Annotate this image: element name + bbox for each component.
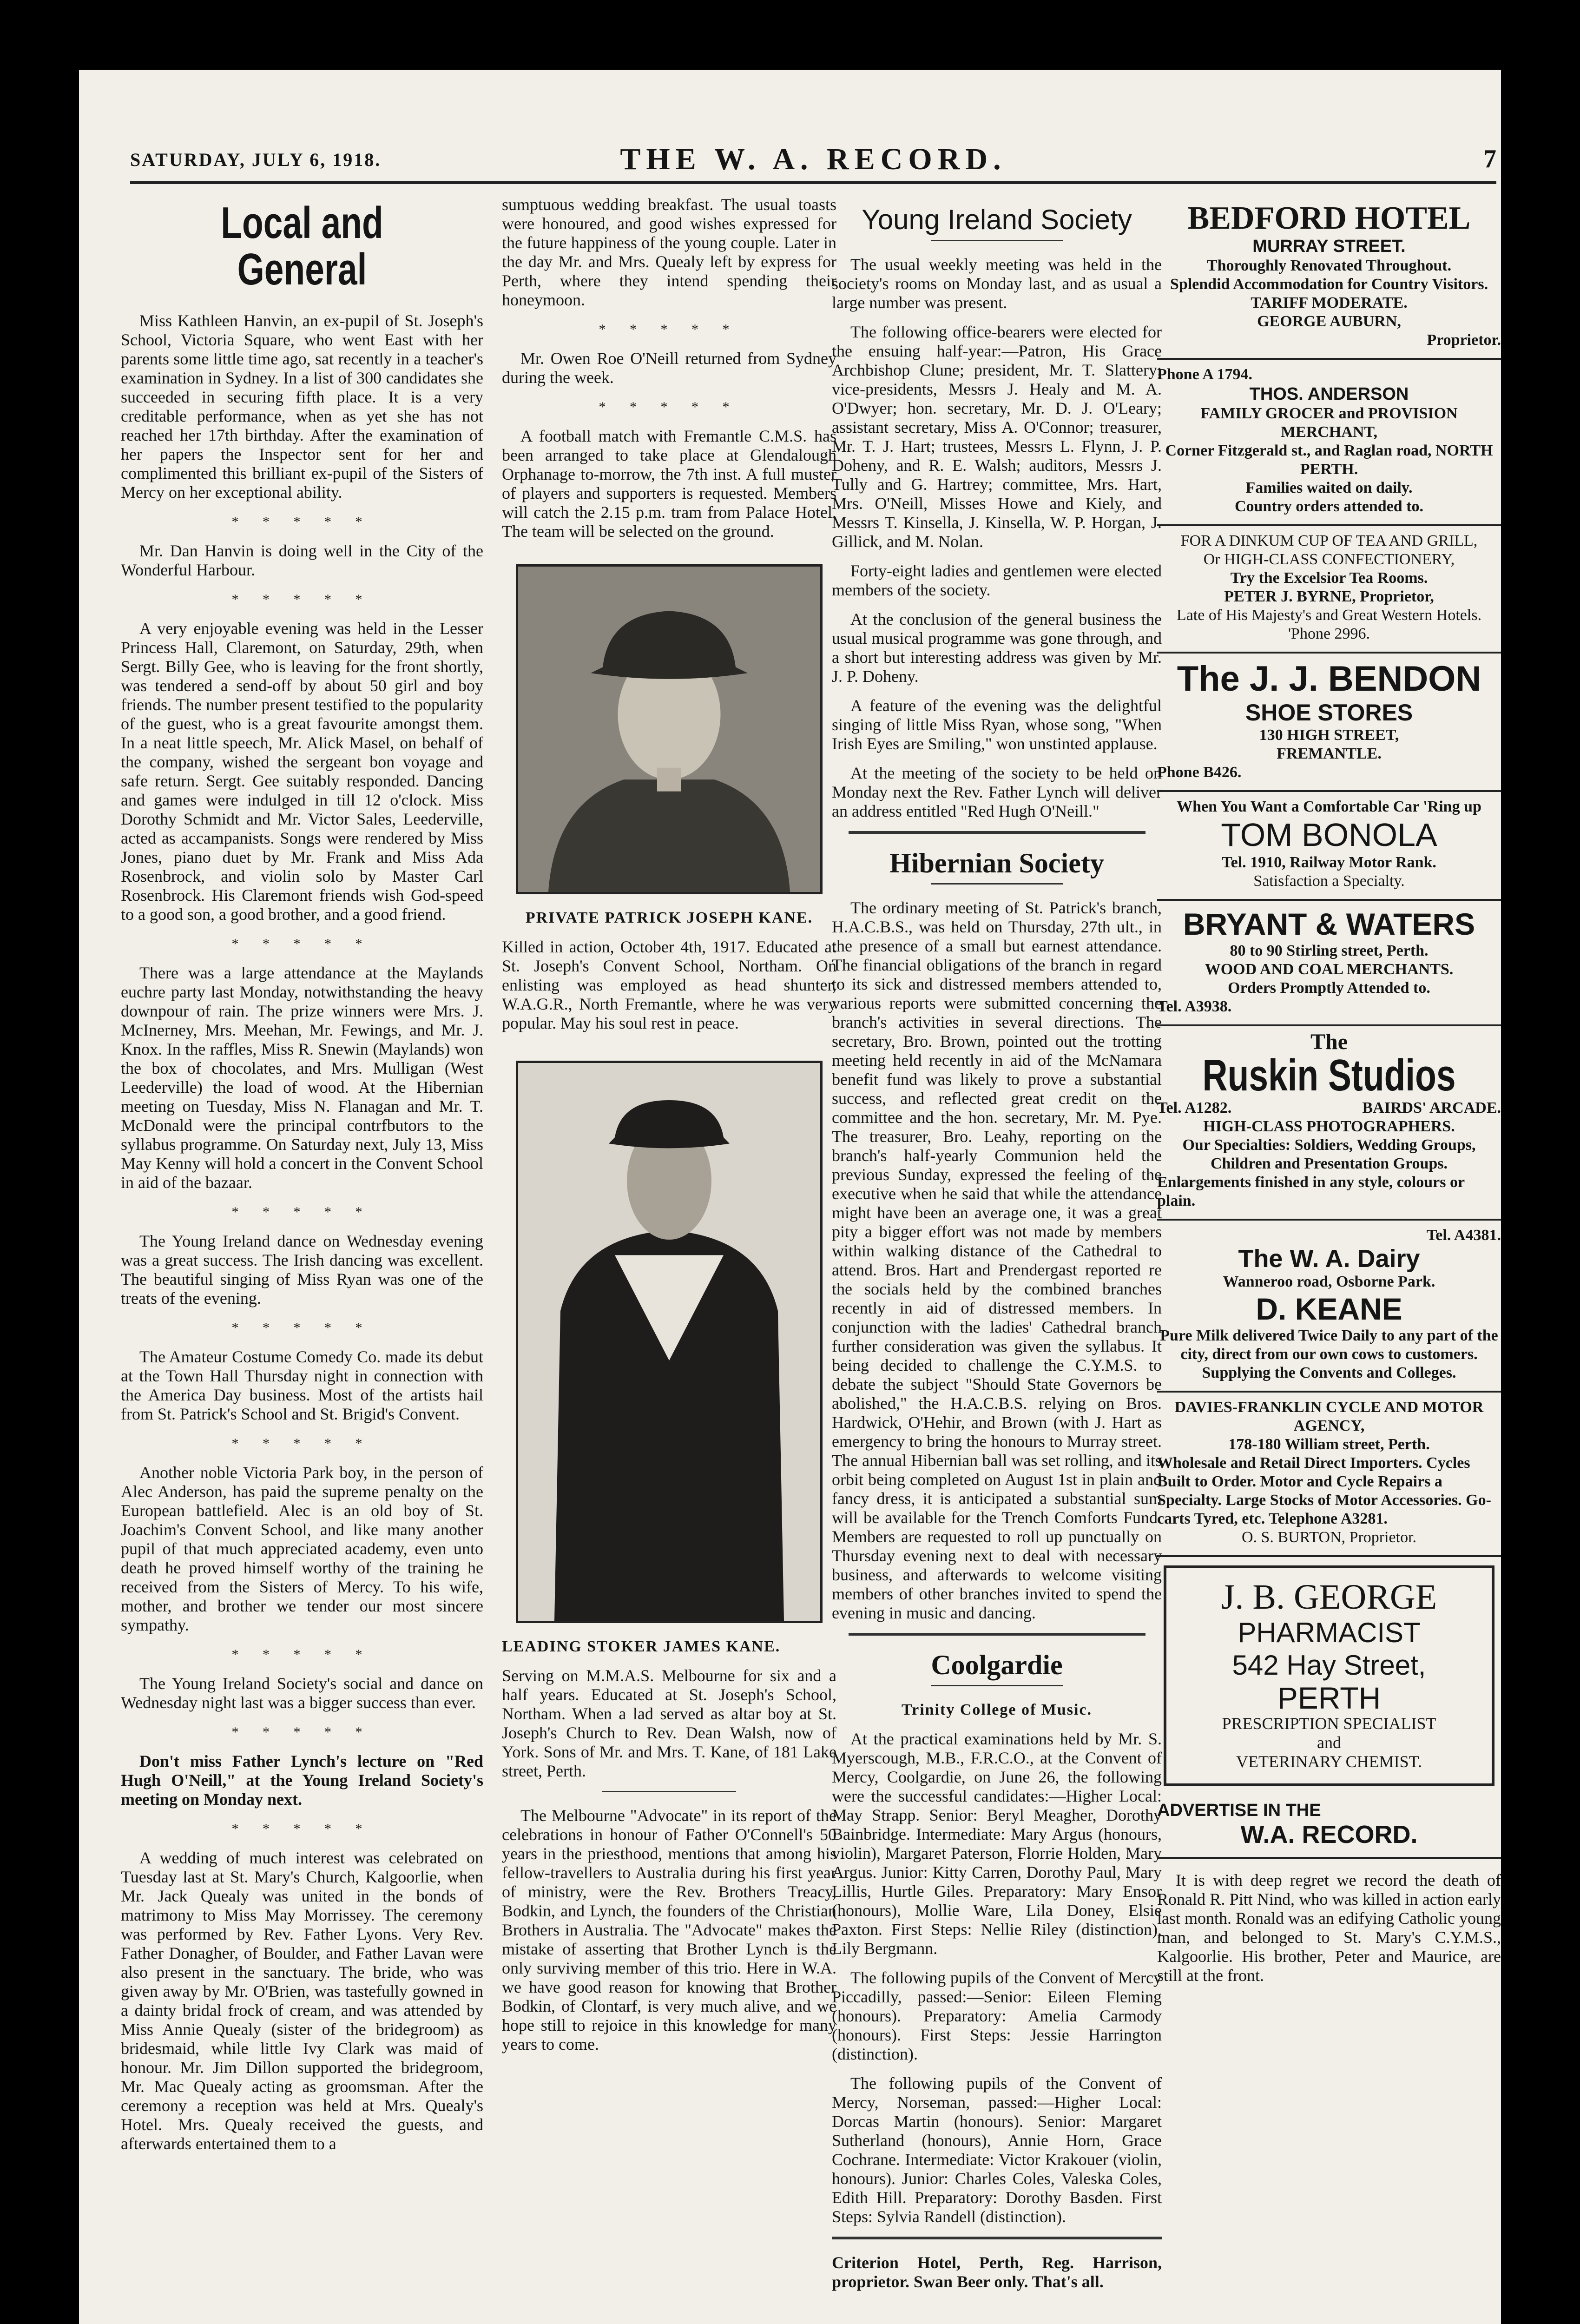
ad-line: Or HIGH-CLASS CONFECTIONERY, xyxy=(1203,551,1455,568)
article-paragraph: The ordinary meeting of St. Patrick's branch, H.A.C.B.S., was held on Thursday, 27th ult., in the presence of a small but earnest attendance. The financial obligations of the branch in regard to its sick and distressed members attended to, various reports were submitted concerning the branch's activities in several directions. The secretary, Bro. Brown, pointed out the trotting meeting held recently in aid of the McNamara benefit fund was likely to prove a substantial success, and reflected great credit on the committee and the hon. secretary, Mr. M. Pye. The treasurer, Bro. Leahy, reporting on the branch's half-yearly Communion held the previous Sunday, expressed the feeling of the executive when he said that while the attendance might have been an average one, it was a great pity a bigger effort was not made by members within walking distance of the Cathedral to attend. Bros. Hart and Prendergast reported re the socials held by the combined branches recently in aid of distressed members. In conjunction with the ladies' Cathedral branch further consideration was given the syllabus. It being decided to challenge the C.Y.M.S. to debate the subject "Should State Governors be abolished," the H.A.C.B.S. relying on Bros. Hardwick, O'Hehir, and Brown (with J. Hart as emergency to bring the honours to Murray street. The annual Hibernian ball was set rolling, and its orbit being completed on August 1st in plain and fancy dress, it is anticipated a substantial sum will be available for the Trench Comforts Fund. Members are requested to roll up punctually on Thursday evening next to deal with necessary business, and afterwards to welcome visiting members of other branches invited to spend the evening in music and dancing. xyxy=(832,898,1162,1622)
column-portraits xyxy=(502,195,836,2064)
hibernian-heading: Hibernian Society xyxy=(889,848,1104,878)
column-advertisements xyxy=(1157,195,1501,1995)
separator-stars: * * * * * xyxy=(231,1821,373,1836)
divider xyxy=(849,1633,1146,1636)
separator-stars: * * * * * xyxy=(231,1320,373,1335)
ad-line: 542 Hay Street, xyxy=(1232,1650,1426,1681)
page-number: 7 xyxy=(1483,145,1496,173)
article-paragraph: A wedding of much interest was celebrated on Tuesday last at St. Mary's Church, Kalgoorlie, when Mr. Jack Quealy was united in the bonds of matrimony to Miss May Morrissey. The ceremony was performed by Rev. Father Lyons. Very Rev. Father Donagher, of Boulder, and Father Lavan were also present in the sanctuary. The bride, who was given away by Mr. O'Brien, was tastefully gowned in a dainty bridal frock of cream, and was attended by Miss Annie Quealy (sister of the bridegroom) as bridesmaid, while little Ivy Clark was maid of honour. Mr. Jim Dillon supported the bridegroom, Mr. Mac Quealy acting as groomsman. After the ceremony a reception was held at Mrs. Quealy's Hotel. Mrs. Quealy received the guests, and afterwards entertained them to a xyxy=(121,1849,483,2153)
article-paragraph: At the conclusion of the general business the usual musical programme was gone through, and a short but interesting address was given by Mr. J. P. Doheny. xyxy=(832,610,1162,686)
article-paragraph: A football match with Fremantle C.M.S. has been arranged to take place at Glendalough Orphanage to-morrow, the 7th inst. A full muster of players and supporters is requested. Members will catch the 2.15 p.m. tram from Palace Hotel. The team will be selected on the ground. xyxy=(502,427,836,541)
article-paragraph: A very enjoyable evening was held in the Lesser Princess Hall, Claremont, on Saturday, 29th, when Sergt. Billy Gee, who is leaving for the front shortly, was tendered a send-off by about 50 girl and boy friends. The number present testified to the popularity of the guest, who is a great favourite amongst them. In a neat little speech, Mr. Alick Masel, on behalf of the company, wished the sergeant bon voyage and safe return. Sergt. Gee suitably responded. Dancing and games were indulged in till 12 o'clock. Miss Dorothy Schmidt and Mr. Victor Sales, Leederville, acted as accampanists. Songs were rendered by Miss Jones, piano duet by Mr. Frank and Miss Ada Rosenbrock, and violin solo by Master Carl Rosenbrock. His Claremont friends wish God-speed to a good son, a good brother, and a good friend. xyxy=(121,619,483,924)
article-paragraph: Mr. Owen Roe O'Neill returned from Sydney during the week. xyxy=(502,349,836,387)
column-local-general xyxy=(121,195,483,2164)
ad-title: The J. J. BENDON xyxy=(1177,659,1481,699)
ad-title: The W. A. Dairy xyxy=(1238,1245,1420,1273)
ad-line: TARIFF MODERATE. xyxy=(1251,294,1408,311)
separator-stars: * * * * * xyxy=(231,514,373,529)
article-paragraph: The following pupils of the Convent of Mercy Piccadilly, passed:—Senior: Eileen Fleming (honours). Preparatory: Amelia Carmody (honours). First Steps: Jessie Harrington (distinction). xyxy=(832,1968,1162,2063)
divider xyxy=(931,1685,1063,1686)
separator-stars: * * * * * xyxy=(231,1647,373,1662)
ad-line: 80 to 90 Stirling street, Perth. xyxy=(1230,942,1429,959)
ad-line: Satisfaction a Specialty. xyxy=(1253,872,1405,890)
ad-line: PETER J. BYRNE, Proprietor, xyxy=(1224,588,1434,605)
lecture-notice: Don't miss Father Lynch's lecture on "Red Hugh O'Neill," at the Young Ireland Society's meeting on Monday next. xyxy=(121,1752,483,1809)
ad-line: Phone A 1794. xyxy=(1157,366,1252,383)
separator-stars: * * * * * xyxy=(599,322,740,337)
advocate-paragraph: The Melbourne "Advocate" in its report of the celebrations in honour of Father O'Connell's 50 years in the priesthood, mentions that among his fellow-travellers to Australia during his first year of ministry, were the Rev. Brothers Treacy, Bodkin, and Lynch, the founders of the Christian Brothers in Australia. The "Advocate" makes the mistake of asserting that Brother Lynch is the only surviving member of this trio. Here in W.A. we have good reason for knowing that Brother Bodkin, of Clontarf, is very much alive, and we hope still to rejoice in this knowledge for many years to come. xyxy=(502,1806,836,2053)
ad-line: Orders Promptly Attended to. xyxy=(1228,979,1430,997)
ad-wa-dairy xyxy=(1157,1221,1501,1393)
ad-title: DAVIES-FRANKLIN CYCLE AND MOTOR AGENCY, xyxy=(1174,1399,1484,1434)
article-paragraph: At the meeting of the society to be held on Monday next the Rev. Father Lynch will deliver an address entitled "Red Hugh O'Neill." xyxy=(832,764,1162,820)
article-paragraph: The Amateur Costume Comedy Co. made its debut at the Town Hall Thursday night in connection with the America Day business. Most of the artists hail from St. Patrick's School and St. Brigid's Convent. xyxy=(121,1347,483,1423)
article-paragraph: sumptuous wedding breakfast. The usual toasts were honoured, and good wishes expressed for the future happiness of the young couple. Later in the day Mr. and Mrs. Quealy left by express for Perth, where they intend spending their honeymoon. xyxy=(502,195,836,309)
ad-line xyxy=(1157,1099,1501,1117)
article-paragraph: The following pupils of the Convent of Mercy, Norseman, passed:—Higher Local: Dorcas Martin (honours). Senior: Margaret Sutherland (honours), Annie Horn, Grace Cochrane. Intermediate: Victor Krakouer (violin, honours). Junior: Charles Coles, Valeska Coles, Edith Hill. Preparatory: Dorothy Basden. First Steps: Sylvia Randell (distinction). xyxy=(832,2074,1162,2226)
ad-title: THOS. ANDERSON xyxy=(1249,384,1409,404)
ad-title: W.A. RECORD. xyxy=(1240,1821,1418,1849)
ad-line: Pure Milk delivered Twice Daily to any part of the city, direct from our own cows to customers. xyxy=(1160,1327,1498,1363)
ad-line: Corner Fitzgerald st., and Raglan road, NORTH PERTH. xyxy=(1165,442,1493,478)
ad-line: SHOE STORES xyxy=(1245,700,1413,726)
article-paragraph: The usual weekly meeting was held in the society's rooms on Monday last, and as usual a large number was present. xyxy=(832,255,1162,312)
ad-line: Country orders attended to. xyxy=(1234,498,1424,515)
ad-line: PRESCRIPTION SPECIALIST xyxy=(1222,1714,1436,1733)
ad-jb-george-pharmacist xyxy=(1164,1565,1494,1786)
portrait-photo-soldier xyxy=(516,564,823,894)
ad-line: 178-180 William street, Perth. xyxy=(1228,1436,1430,1453)
ad-davies-franklin xyxy=(1157,1393,1501,1557)
separator-stars: * * * * * xyxy=(231,1204,373,1220)
paper-title: THE W. A. RECORD. xyxy=(620,142,1007,176)
ad-line: and xyxy=(1317,1733,1341,1752)
ad-line: FOR A DINKUM CUP OF TEA AND GRILL, xyxy=(1180,532,1478,549)
ad-bryant-waters xyxy=(1157,901,1501,1026)
ad-anderson-grocer xyxy=(1157,360,1501,526)
article-paragraph: The Young Ireland Society's social and dance on Wednesday night last was a bigger success than ever. xyxy=(121,1674,483,1712)
portrait-caption: PRIVATE PATRICK JOSEPH KANE. xyxy=(525,909,813,926)
portrait-photo-sailor xyxy=(516,1061,823,1623)
separator-stars: * * * * * xyxy=(231,592,373,607)
ad-line: Splendid Accommodation for Country Visitors. xyxy=(1170,276,1488,293)
ad-bedford-hotel xyxy=(1157,195,1501,360)
criterion-notice: Criterion Hotel, Perth, Reg. Harrison, proprietor. Swan Beer only. That's all. xyxy=(832,2253,1162,2291)
article-paragraph: The Young Ireland dance on Wednesday evening was a great success. The Irish dancing was excellent. The beautiful singing of Miss Ryan was one of the treats of the evening. xyxy=(121,1232,483,1307)
ad-phone: Tel. A1282. xyxy=(1157,1099,1232,1116)
divider xyxy=(931,240,1063,241)
ad-line: Tel. 1910, Railway Motor Rank. xyxy=(1222,854,1436,871)
ad-line: When You Want a Comfortable Car 'Ring up xyxy=(1177,798,1481,815)
ad-tom-bonola xyxy=(1157,792,1501,901)
article-paragraph: Miss Kathleen Hanvin, an ex-pupil of St. Joseph's School, Victoria Square, who went East with her parents some little time ago, sat recently in a teacher's examination in Sydney. In a list of 300 candidates she succeeded in securing fifth place. It is a very creditable performance, when as yet she has not reached her 17th birthday. After the examination of her papers the Inspector sent for her and complimented this brilliant ex-pupil of the Sisters of Mercy on her exceptional ability. xyxy=(121,311,483,502)
article-paragraph: Mr. Dan Hanvin is doing well in the City of the Wonderful Harbour. xyxy=(121,541,483,579)
ad-line: MURRAY STREET. xyxy=(1252,237,1406,256)
ad-line: O. S. BURTON, Proprietor. xyxy=(1241,1529,1417,1546)
separator-stars: * * * * * xyxy=(231,1436,373,1451)
ad-line: FREMANTLE. xyxy=(1277,745,1382,762)
masthead xyxy=(130,74,1496,184)
ad-line: Tel. A4381. xyxy=(1426,1227,1501,1244)
ad-line: PERTH xyxy=(1277,1681,1381,1715)
notice-paragraph: It is with deep regret we record the death of Ronald R. Pitt Nind, who was killed in action early last month. Ronald was an edifying Catholic young man, and belonged to St. Mary's C.Y.M.S., Kalgoorlie. His brother, Peter and Maurice, are still at the front. xyxy=(1157,1871,1501,1985)
ad-title: Ruskin Studios xyxy=(1202,1050,1456,1100)
portrait-caption: LEADING STOKER JAMES KANE. xyxy=(502,1638,781,1655)
ad-line: Tel. A3938. xyxy=(1157,998,1232,1015)
ad-advertise-record xyxy=(1157,1795,1501,1859)
ad-line: Phone B426. xyxy=(1157,764,1242,781)
coolgardie-subheading: Trinity College of Music. xyxy=(901,1701,1093,1718)
ad-line: Try the Excelsior Tea Rooms. xyxy=(1230,569,1428,587)
ad-line: Wholesale and Retail Direct Importers. Cycles Built to Order. Motor and Cycle Repairs a Specialty. Large Stocks of Motor Accessories. Go-carts Tyred, etc. Telephone A3281. xyxy=(1157,1454,1491,1527)
ad-line: The xyxy=(1310,1030,1348,1054)
portrait-text: Serving on M.M.A.S. Melbourne for six and a half years. Educated at St. Joseph's School, Northam. When a lad served as altar boy at St. Joseph's Church to Rev. Dean Walsh, now of York. Sons of Mr. and Mrs. T. Kane, of 181 Lake street, Perth. xyxy=(502,1666,836,1780)
ad-line: Late of His Majesty's and Great Western Hotels. 'Phone 2996. xyxy=(1176,607,1482,642)
divider xyxy=(832,2237,1162,2239)
ad-bendon-shoe-stores xyxy=(1157,654,1501,792)
ad-line: ADVERTISE IN THE xyxy=(1157,1801,1321,1820)
separator-stars: * * * * * xyxy=(231,936,373,951)
coolgardie-heading: Coolgardie xyxy=(931,1650,1063,1680)
ad-line: Enlargements finished in any style, colours or plain. xyxy=(1157,1174,1465,1209)
ad-address: BAIRDS' ARCADE. xyxy=(1362,1099,1501,1116)
ad-line: WOOD AND COAL MERCHANTS. xyxy=(1205,961,1454,978)
ad-line: Proprietor. xyxy=(1427,331,1501,349)
ad-line: Thoroughly Renovated Throughout. xyxy=(1206,257,1452,274)
ad-line: Supplying the Convents and Colleges. xyxy=(1202,1364,1456,1381)
ad-line: HIGH-CLASS PHOTOGRAPHERS. xyxy=(1203,1118,1455,1135)
portrait-text: Killed in action, October 4th, 1917. Educated at St. Joseph's Convent School, Northam. On enlisting was employed as head shunter, W.A.G.R., North Fremantle, where he was very popular. May his soul rest in peace. xyxy=(502,938,836,1032)
ad-line: 130 HIGH STREET, xyxy=(1259,726,1399,744)
ad-line: Families waited on daily. xyxy=(1245,479,1413,496)
ad-title: BEDFORD HOTEL xyxy=(1187,200,1471,236)
article-paragraph: Forty-eight ladies and gentlemen were elected members of the society. xyxy=(832,561,1162,599)
article-paragraph: A feature of the evening was the delightful singing of little Miss Ryan, whose song, "When Irish Eyes are Smiling," won unstinted applause. xyxy=(832,696,1162,753)
article-paragraph: At the practical examinations held by Mr. S. Myerscough, M.B., F.R.C.O., at the Convent of Mercy, Coolgardie, on June 26, the following were the successful candidates:—Higher Local: May Strapp. Senior: Beryl Meagher, Dorothy Bainbridge. Intermediate: Mary Argus (honours, violin), Margaret Paterson, Florrie Holden, Mary Argus. Junior: Kitty Carren, Dorothy Paul, Mary Lillis, Hurtle Giles. Preparatory: Mary Ensor (honours), Mollie Ware, Lila Doney, Elsie Paxton. First Steps: Nellie Riley (distinction), Lily Bergmann. xyxy=(832,1730,1162,1958)
ad-title: TOM BONOLA xyxy=(1221,817,1437,853)
ad-line: PHARMACIST xyxy=(1238,1617,1421,1648)
ad-title: BRYANT & WATERS xyxy=(1183,907,1475,941)
divider xyxy=(602,1791,736,1792)
ad-line: VETERINARY CHEMIST. xyxy=(1236,1752,1422,1771)
divider xyxy=(849,831,1146,834)
ad-title: J. B. GEORGE xyxy=(1221,1578,1437,1617)
issue-date: SATURDAY, JULY 6, 1918. xyxy=(130,149,382,170)
article-paragraph: Another noble Victoria Park boy, in the person of Alec Anderson, has paid the supreme penalty on the European battlefield. Alec is an old boy of St. Joachim's Convent School, and like many another pupil of that much appreciated academy, even unto death he proved himself worthy of the training he received from the Sisters of Mercy. To his wife, mother, and brother we tender our most sincere sympathy. xyxy=(121,1463,483,1634)
ad-excelsior-tea-rooms xyxy=(1157,526,1501,654)
ad-ruskin-studios xyxy=(1157,1026,1501,1221)
article-paragraph: The following office-bearers were elected for the ensuing half-year:—Patron, His Grace Archbishop Clune; president, Mr. T. Slattery; vice-presidents, Messrs J. Healy and M. A. O'Dwyer; hon. secretary, Mr. D. J. O'Leary; assistant secretary, Miss A. O'Connor; treasurer, Mr. T. J. Hart; trustees, Messrs L. Flynn, J. P. Doheny, and R. E. Walsh; auditors, Messrs J. Tully and G. Hartrey; committee, Mrs. Hart, Mrs. O'Neill, Misses Howe and Kiely, and Messrs T. Kinsella, J. Kinsella, W. P. Horgan, J. Gillick, and M. Nolan. xyxy=(832,323,1162,551)
ad-line: Wanneroo road, Osborne Park. xyxy=(1223,1273,1435,1290)
separator-stars: * * * * * xyxy=(599,399,740,415)
death-notice xyxy=(1157,1871,1501,1985)
ad-line: FAMILY GROCER and PROVISION MERCHANT, xyxy=(1200,405,1458,441)
ad-line: GEORGE AUBURN, xyxy=(1257,313,1401,330)
article-paragraph: There was a large attendance at the Maylands euchre party last Monday, notwithstanding the heavy downpour of rain. The prize winners were Mrs. J. McInerney, Mrs. Meehan, Mr. Fewings, and Mr. J. Knox. In the raffles, Miss R. Snewin (Maylands) won the box of chocolates, and Mrs. Mulligan (West Leederville) the load of wood. At the Hibernian meeting on Tuesday, Miss N. Flanagan and Mr. T. McDonald were the principal contrfbutors to the syllabus programme. On Saturday next, July 13, Miss May Kenny will hold a concert in the Convent School in aid of the bazaar. xyxy=(121,964,483,1192)
separator-stars: * * * * * xyxy=(231,1724,373,1740)
divider xyxy=(931,883,1063,885)
local-heading: Local and General xyxy=(221,198,383,294)
ad-title: D. KEANE xyxy=(1256,1292,1402,1326)
ad-line: Our Specialties: Soldiers, Wedding Groups, Children and Presentation Groups. xyxy=(1182,1136,1476,1172)
column-societies xyxy=(832,195,1162,2302)
young-ireland-heading: Young Ireland Society xyxy=(862,204,1132,235)
